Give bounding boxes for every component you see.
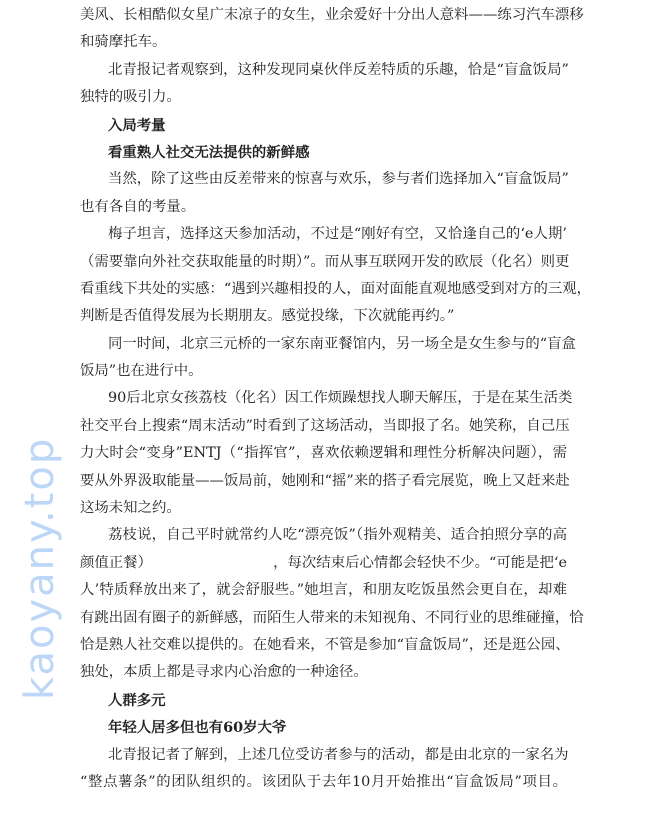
text-line: 力大时会“变身”ENTJ（“指挥官”，喜欢依赖逻辑和理性分析解决问题），需 (80, 445, 567, 462)
text-line: 90后北京女孩荔枝（化名）因工作烦躁想找人聊天解压，于是在某生活类 (108, 390, 573, 407)
text-line: 这场未知之约。 (80, 500, 181, 517)
text-line: 也有各自的考量。 (80, 198, 196, 215)
text-line: 北青报记者观察到，这种发现同桌伙伴反差特质的乐趣，恰是“盲盒饭局” (108, 61, 569, 78)
text-line: 同一时间，北京三元桥的一家东南亚餐馆内，另一场全是女生参与的“盲盒 (108, 335, 576, 352)
text-fragment: ，每次结束后心情都会轻快不少。“可能是把‘e (273, 554, 567, 571)
text-line: 独特的吸引力。 (80, 89, 181, 106)
text-line: 人’特质释放出来了，就会舒服些。”她坦言，和朋友吃饭虽然会更自在，却难 (80, 582, 567, 599)
text-line: 要从外界汲取能量——饭局前，她刚和“摇”来的搭子看完展览，晚上又赶来赴 (80, 472, 570, 489)
text-line: 恰是熟人社交难以提供的。在她看来，不管是参加“盲盒饭局”，还是逛公园、 (80, 636, 570, 653)
text-line: “整点薯条”的团队组织的。该团队于去年10月开始推出“盲盒饭局”项目。 (80, 773, 567, 790)
text-line: 看重线下共处的实感：“遇到兴趣相投的人，面对面能直观地感受到对方的三观， (80, 280, 592, 297)
section-heading: 人群多元 (108, 691, 166, 709)
text-line: 饭局”也在进行中。 (80, 363, 203, 380)
document-page (80, 2, 592, 796)
text-fragment: 颜值正餐） (80, 554, 152, 571)
text-line: （需要靠向外社交获取能量的时期）”。而从事互联网开发的欧辰（化名）则更 (80, 253, 570, 270)
text-line: 北青报记者了解到，上述几位受访者参与的活动，都是由北京的一家名为 (108, 746, 569, 763)
text-line: 有跳出固有圈子的新鲜感，而陌生人带来的未知视角、不同行业的思维碰撞，恰 (80, 609, 584, 626)
text-line: 梅子坦言，选择这天参加活动，不过是“刚好有空，又恰逢自己的‘e人期’ (108, 226, 567, 243)
watermark: kaoyany.top (17, 436, 63, 700)
text-line: 社交平台上搜索“周末活动”时看到了这场活动，当即报了名。她笑称，自己压 (80, 417, 570, 434)
text-line: 荔枝说，自己平时就常约人吃“漂亮饭”（指外观精美、适合拍照分享的高 (108, 527, 567, 544)
text-line: 美风、长相酷似女星广末凉子的女生，业余爱好十分出人意料——练习汽车漂移 (80, 7, 584, 23)
text-line: 独处，本质上都是寻求内心治愈的一种途径。 (80, 664, 368, 681)
text-line: 当然，除了这些由反差带来的惊喜与欢乐，参与者们选择加入“盲盒饭局” (108, 171, 569, 188)
section-subheading: 年轻人居多但也有60岁大爷 (108, 719, 287, 737)
text-line: 和骑摩托车。 (80, 34, 167, 51)
section-heading: 入局考量 (108, 116, 166, 134)
text-line: 判断是否值得发展为长期朋友。感觉投缘，下次就能再约。” (80, 308, 455, 325)
section-subheading: 看重熟人社交无法提供的新鲜感 (108, 143, 310, 161)
text-line (80, 550, 567, 577)
